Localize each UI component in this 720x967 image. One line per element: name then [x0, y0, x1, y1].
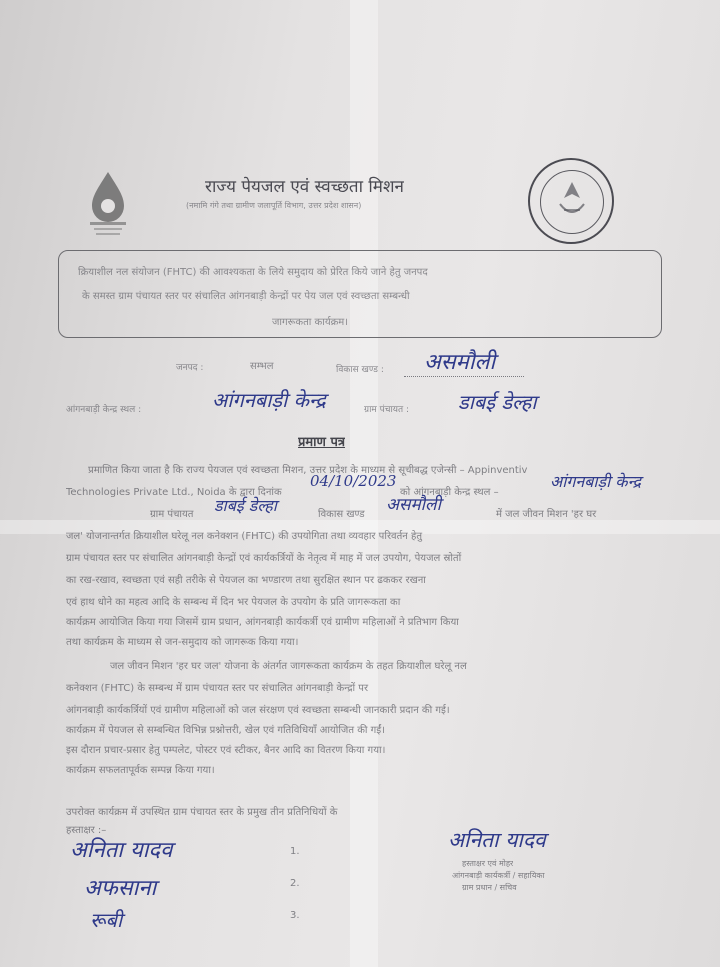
para2-line5: इस दौरान प्रचार-प्रसार हेतु पम्पलेट, पोस्टर एवं स्टीकर, बैनर आदि का वितरण किया गया।	[66, 745, 386, 756]
block-label: विकास खण्ड :	[336, 365, 384, 375]
para2-line1: जल जीवन मिशन 'हर घर जल' योजना के अंतर्गत जागरूकता कार्यक्रम के तहत क्रियाशील घरेलू नल	[110, 661, 467, 672]
sign-number-1: 1.	[290, 846, 300, 857]
para1-line3c: में जल जीवन मिशन 'हर घर	[496, 509, 597, 520]
block-underline	[404, 376, 524, 377]
para1-line6: का रख-रखाव, स्वच्छता एवं सही तरीके से पेयजल का भण्डारण तथा सुरक्षित स्थान पर ढककर रखना	[66, 575, 426, 586]
para3-line1: उपरोक्त कार्यक्रम में उपस्थित ग्राम पंचायत स्तर के प्रमुख तीन प्रतिनिधियों के	[66, 807, 338, 818]
signature-2: अफसाना	[84, 876, 157, 901]
signature-right: अनिता यादव	[448, 828, 546, 852]
seal-emblem-icon	[530, 160, 614, 244]
para1-line1: प्रमाणित किया जाता है कि राज्य पेयजल एवं स्वच्छता मिशन, उत्तर प्रदेश के माध्यम से सूचीबद्ध एजेन्सी – Appinventiv	[88, 465, 528, 476]
para1-line5: ग्राम पंचायत स्तर पर संचालित आंगनबाड़ी केन्द्रों एवं कार्यकर्त्रियों के नेतृत्व में माह में जल उपयोग, पेयजल स्रोतों	[66, 553, 462, 564]
signature-3: रूबी	[90, 908, 123, 932]
handwritten-date: 04/10/2023	[310, 472, 397, 490]
handwritten-block: असमौली	[424, 350, 496, 375]
handwritten-gp: डाबई डेल्हा	[458, 390, 537, 414]
government-seal	[528, 158, 614, 244]
handwritten-center: आंगनबाड़ी केन्द्र	[212, 388, 326, 412]
right-sign-line3: ग्राम प्रधान / सचिव	[462, 883, 517, 892]
sign-number-2: 2.	[290, 878, 300, 889]
para1-line8: कार्यक्रम आयोजित किया गया जिसमें ग्राम प्रधान, आंगनबाड़ी कार्यकर्त्री एवं ग्रामीण महिलाओं ने प्रतिभाग किया	[66, 617, 459, 628]
handwritten-block-2: असमौली	[386, 495, 441, 515]
sign-number-3: 3.	[290, 910, 300, 921]
mission-logo	[84, 170, 132, 240]
para1-line4: जल' योजनान्तर्गत क्रियाशील घरेलू नल कनेक्शन (FHTC) की उपयोगिता तथा व्यवहार परिवर्तन हेतु	[66, 531, 423, 542]
para1-line7: एवं हाथ धोने का महत्व आदि के सम्बन्ध में दिन भर पेयजल के उपयोग के प्रति जागरूकता का	[66, 597, 401, 608]
signature-1: अनिता यादव	[70, 838, 173, 863]
gp-label: ग्राम पंचायत :	[364, 405, 410, 415]
para2-line3: आंगनबाड़ी कार्यकर्त्रियों एवं ग्रामीण महिलाओं को जल संरक्षण एवं स्वच्छता सम्बन्धी जानकारी प्रदान की गई।	[66, 705, 450, 716]
para2-line2: कनेक्शन (FHTC) के सम्बन्ध में ग्राम पंचायत स्तर पर संचालित आंगनबाड़ी केन्द्रों पर	[66, 683, 369, 694]
district-label: जनपद :	[176, 363, 204, 373]
para1-line2b: को आंगनबाड़ी केन्द्र स्थल –	[400, 487, 499, 498]
header-title: राज्य पेयजल एवं स्वच्छता मिशन	[205, 177, 404, 197]
handwritten-center-2: आंगनबाड़ी केन्द्र	[550, 472, 642, 491]
banner-line-1: क्रियाशील नल संयोजन (FHTC) की आवश्यकता के लिये समुदाय को प्रेरित किये जाने हेतु जनपद	[78, 267, 428, 278]
header-subtitle: (नमामि गंगे तथा ग्रामीण जलापूर्ति विभाग, उत्तर प्रदेश शासन)	[186, 201, 362, 210]
banner-line-2: के समस्त ग्राम पंचायत स्तर पर संचालित आंगनबाड़ी केन्द्रों पर पेय जल एवं स्वच्छता सम्बन्धी	[82, 291, 410, 302]
para2-line4: कार्यक्रम में पेयजल से सम्बन्धित विभिन्न प्रश्नोत्तरी, खेल एवं गतिविधियाँ आयोजित की गईं।	[66, 725, 385, 736]
right-sign-line2: आंगनबाड़ी कार्यकर्त्री / सहायिका	[452, 871, 545, 880]
para2-line6: कार्यक्रम सफलतापूर्वक सम्पन्न किया गया।	[66, 765, 215, 776]
para1-line2a: Technologies Private Ltd., Noida के द्वारा दिनांक	[66, 487, 282, 498]
para1-line3b: विकास खण्ड	[318, 509, 365, 520]
district-value: सम्भल	[250, 361, 274, 372]
right-sign-line1: हस्ताक्षर एवं मोहर	[462, 859, 514, 868]
banner-line-3: जागरूकता कार्यक्रम।	[272, 317, 349, 328]
para1-line9: तथा कार्यक्रम के माध्यम से जन-समुदाय को जागरूक किया गया।	[66, 637, 299, 648]
handwritten-gp-2: डाबई डेल्हा	[214, 496, 277, 515]
para1-line3a: ग्राम पंचायत	[150, 509, 194, 520]
document-title: प्रमाण पत्र	[298, 435, 346, 450]
para3-line2: हस्ताक्षर :–	[66, 825, 107, 836]
center-label: आंगनबाड़ी केन्द्र स्थल :	[66, 405, 142, 415]
